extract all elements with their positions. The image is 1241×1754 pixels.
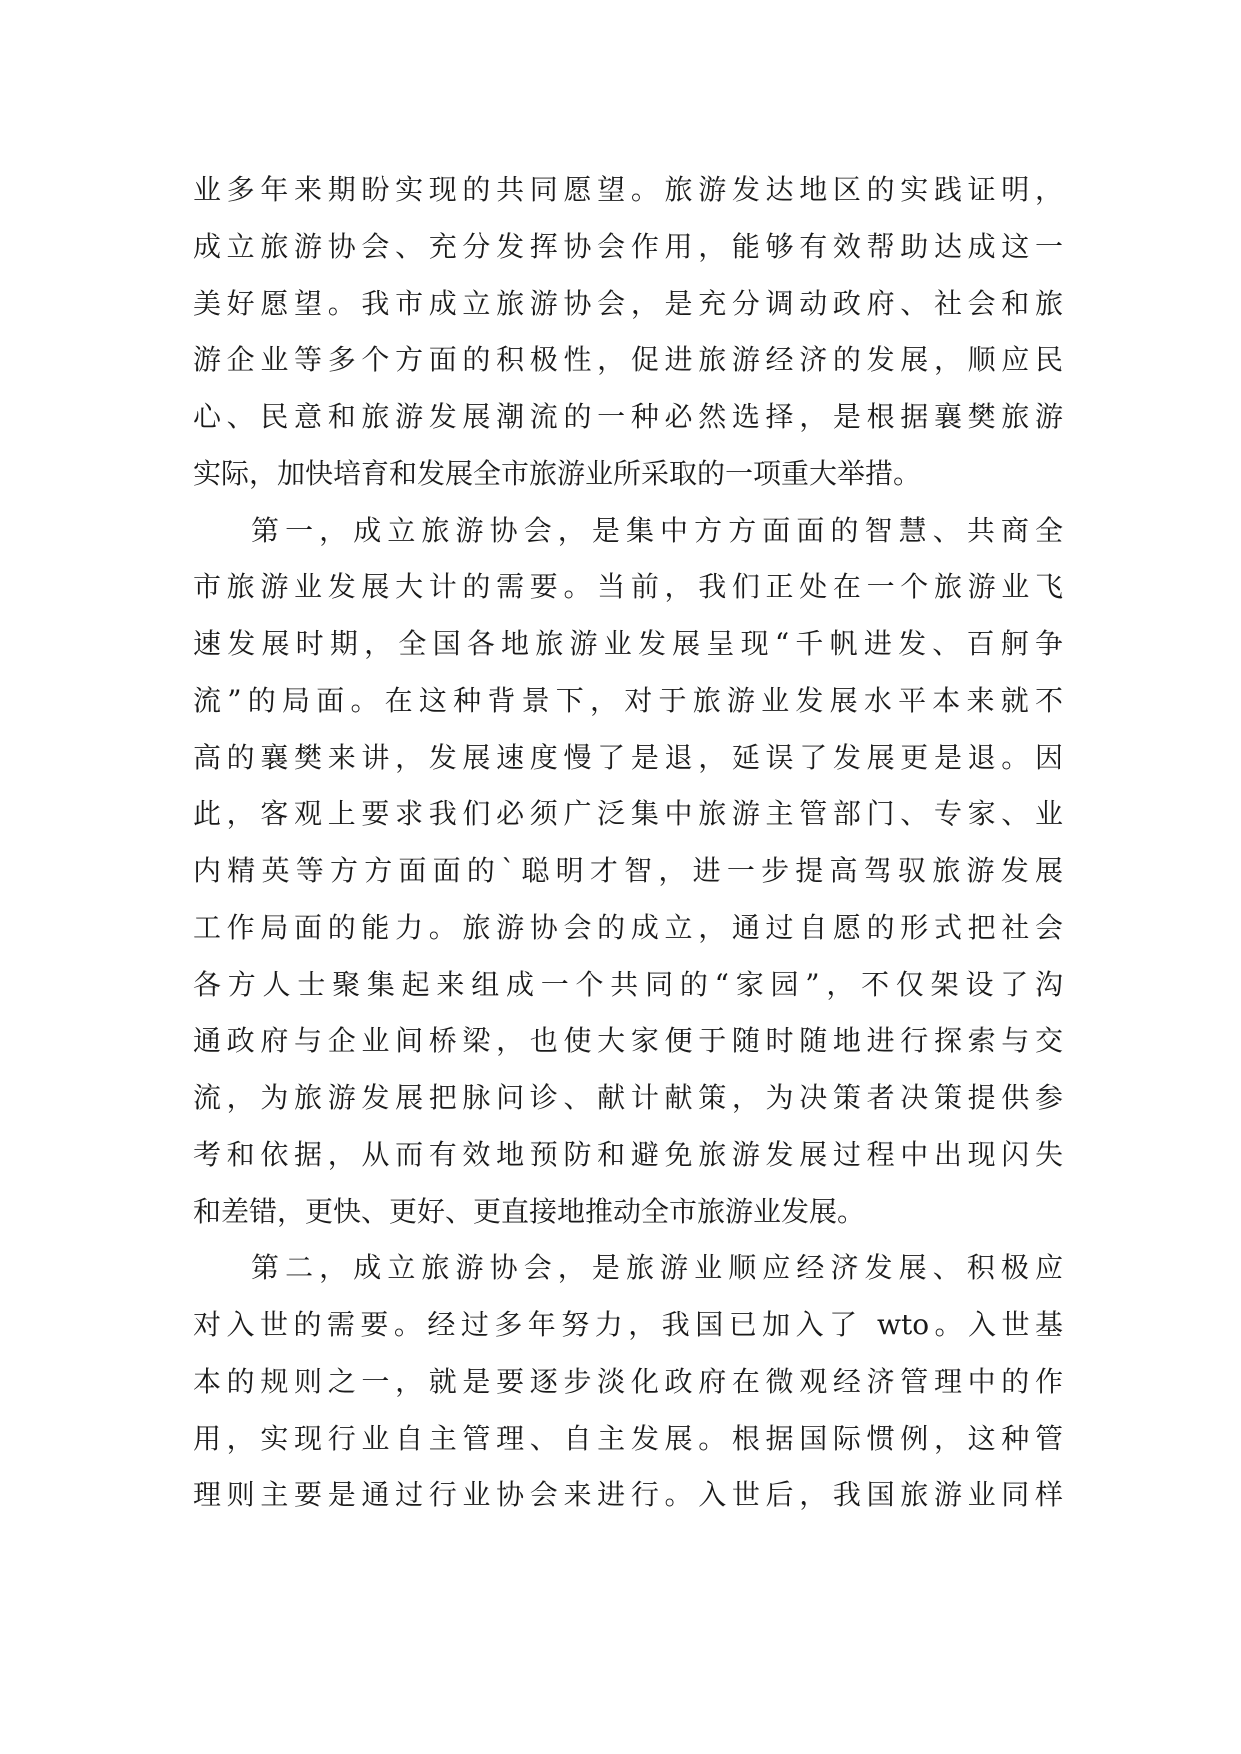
text-line: 此，客观上要求我们必须广泛集中旅游主管部门、专家、业: [193, 797, 1063, 831]
text-line: 内精英等方方面面的`聪明才智，进一步提高驾驭旅游发展: [193, 854, 1063, 887]
text-line: 工作局面的能力。旅游协会的成立，通过自愿的形式把社会: [193, 910, 1063, 944]
text-line: 美好愿望。我市成立旅游协会，是充分调动政府、社会和旅: [193, 286, 1063, 320]
text-line: 流”的局面。在这种背景下，对于旅游业发展水平本来就不: [193, 683, 1063, 717]
text-line: 游企业等多个方面的积极性，促进旅游经济的发展，顺应民: [193, 343, 1063, 377]
paragraph-first-line: 第二，成立旅游协会，是旅游业顺应经济发展、积极应: [251, 1251, 1063, 1285]
text-line: 市旅游业发展大计的需要。当前，我们正处在一个旅游业飞: [193, 570, 1063, 604]
text-line: 流，为旅游发展把脉问诊、献计献策，为决策者决策提供参: [193, 1081, 1063, 1114]
text-line: 和差错，更快、更好、更直接地推动全市旅游业发展。: [193, 1194, 866, 1228]
paragraph-first-line: 第一，成立旅游协会，是集中方方面面的智慧、共商全: [251, 513, 1063, 547]
body-text: [193, 162, 1063, 1524]
text-line: 通政府与企业间桥梁，也使大家便于随时随地进行探索与交: [193, 1024, 1063, 1058]
text-line: 理则主要是通过行业协会来进行。入世后，我国旅游业同样: [193, 1478, 1063, 1512]
text-line: 心、民意和旅游发展潮流的一种必然选择，是根据襄樊旅游: [193, 400, 1063, 433]
text-line: 对入世的需要。经过多年努力，我国已加入了 wto。入世基: [193, 1308, 1063, 1341]
text-line: 业多年来期盼实现的共同愿望。旅游发达地区的实践证明，: [193, 173, 1063, 206]
text-line: 本的规则之一，就是要逐步淡化政府在微观经济管理中的作: [193, 1364, 1063, 1398]
text-line: 成立旅游协会、充分发挥协会作用，能够有效帮助达成这一: [193, 229, 1063, 263]
text-line: 考和依据，从而有效地预防和避免旅游发展过程中出现闪失: [193, 1137, 1063, 1171]
text-line: 各方人士聚集起来组成一个共同的“家园”，不仅架设了沟: [193, 967, 1063, 1001]
text-line: 速发展时期，全国各地旅游业发展呈现“千帆进发、百舸争: [193, 627, 1063, 660]
text-line: 实际，加快培育和发展全市旅游业所采取的一项重大举措。: [193, 456, 922, 490]
text-line: 用，实现行业自主管理、自主发展。根据国际惯例，这种管: [193, 1421, 1063, 1455]
text-line: 高的襄樊来讲，发展速度慢了是退，延误了发展更是退。因: [193, 740, 1063, 774]
